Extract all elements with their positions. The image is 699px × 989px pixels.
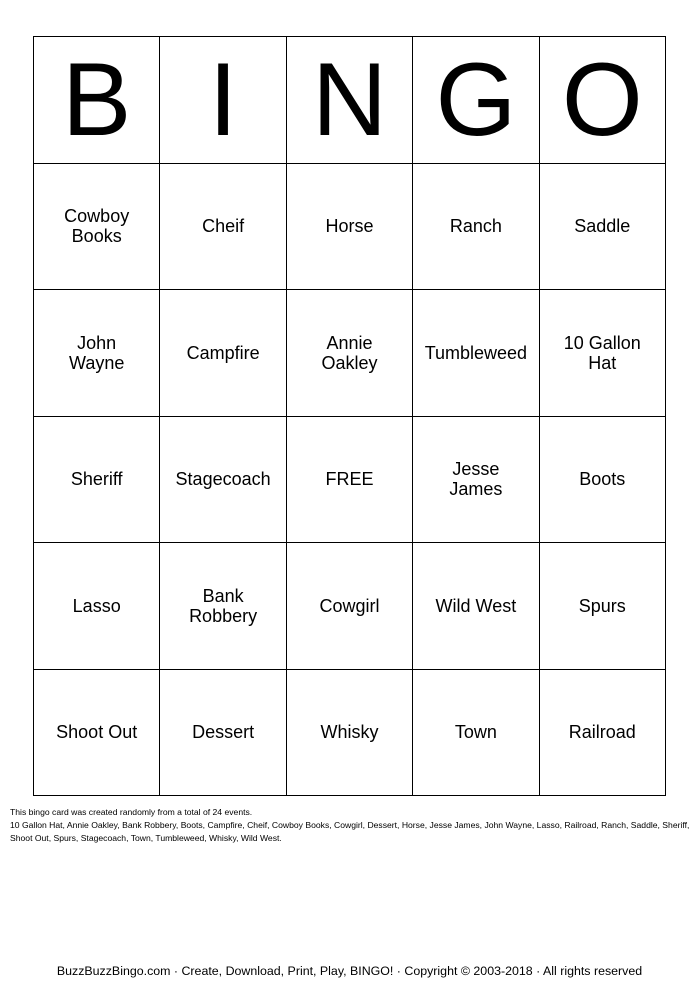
bingo-cell [34, 290, 160, 417]
cell-label: Cowgirl [319, 595, 380, 616]
bingo-cell [34, 543, 160, 670]
header-letter-o: O [540, 37, 666, 164]
bingo-cell [540, 543, 666, 670]
bingo-cell [287, 290, 413, 417]
bingo-cell [287, 670, 413, 797]
cell-label: Cowboy Books [64, 206, 130, 247]
header-letter-b: B [34, 37, 160, 164]
site-footer: BuzzBuzzBingo.com · Create, Download, Print, Play, BINGO! · Copyright © 2003-2018 · All rights reserved [56, 964, 643, 978]
bingo-cell [413, 417, 539, 544]
bingo-cell [413, 164, 539, 291]
bingo-cell [160, 290, 286, 417]
header-letter-n: N [287, 37, 413, 164]
bingo-cell [540, 670, 666, 797]
cell-label: Spurs [578, 595, 626, 616]
cell-label: Whisky [320, 722, 379, 743]
bingo-card [33, 36, 666, 796]
cell-label: Ranch [449, 216, 502, 237]
bingo-cell [34, 417, 160, 544]
cell-label: 10 Gallon Hat [563, 332, 641, 373]
cell-label: Wild West [435, 595, 517, 616]
bingo-cell [160, 543, 286, 670]
bingo-cell [540, 290, 666, 417]
bingo-cell [287, 543, 413, 670]
note-event-list: 10 Gallon Hat, Annie Oakley, Bank Robbery, Boots, Campfire, Cheif, Cowboy Books, Cowgirl, Dessert, Horse, Jesse James, John Wayne, Lasso, Railroad, Ranch, Saddle, Sheriff, Shoot Out, Spurs, Stagecoach, Town, Tumbleweed, Whisky, Wild West. [10, 820, 690, 843]
header-letter-i: I [160, 37, 286, 164]
bingo-cell [287, 164, 413, 291]
cell-label: Saddle [574, 216, 631, 237]
cell-label: Campfire [186, 342, 260, 363]
cell-label: Bank Robbery [189, 585, 258, 626]
bingo-cell [160, 670, 286, 797]
cell-label: Railroad [568, 722, 636, 743]
bingo-cell [34, 670, 160, 797]
bingo-cell [413, 670, 539, 797]
cell-label: Tumbleweed [424, 342, 528, 363]
cell-label: John Wayne [69, 332, 125, 373]
cell-label: Cheif [202, 216, 245, 237]
header-letter-g: G [413, 37, 539, 164]
cell-label: Annie Oakley [321, 332, 378, 373]
bingo-cell [160, 164, 286, 291]
cell-label: Lasso [72, 595, 121, 616]
bingo-cell [34, 164, 160, 291]
bingo-cell [540, 164, 666, 291]
cell-label: FREE [325, 469, 374, 490]
bingo-cell-free [287, 417, 413, 544]
cell-label: Stagecoach [175, 469, 271, 490]
bingo-cell [160, 417, 286, 544]
cell-label: Horse [325, 216, 374, 237]
cell-label: Shoot Out [56, 722, 138, 743]
note-summary: This bingo card was created randomly from a total of 24 events. [10, 807, 253, 817]
bingo-cell [540, 417, 666, 544]
cell-label: Boots [579, 469, 626, 490]
cell-label: Sheriff [70, 469, 123, 490]
cell-label: Jesse James [449, 459, 503, 500]
cell-label: Town [454, 722, 497, 743]
cell-label: Dessert [192, 722, 255, 743]
bingo-cell [413, 543, 539, 670]
card-note [10, 806, 694, 845]
bingo-cell [413, 290, 539, 417]
